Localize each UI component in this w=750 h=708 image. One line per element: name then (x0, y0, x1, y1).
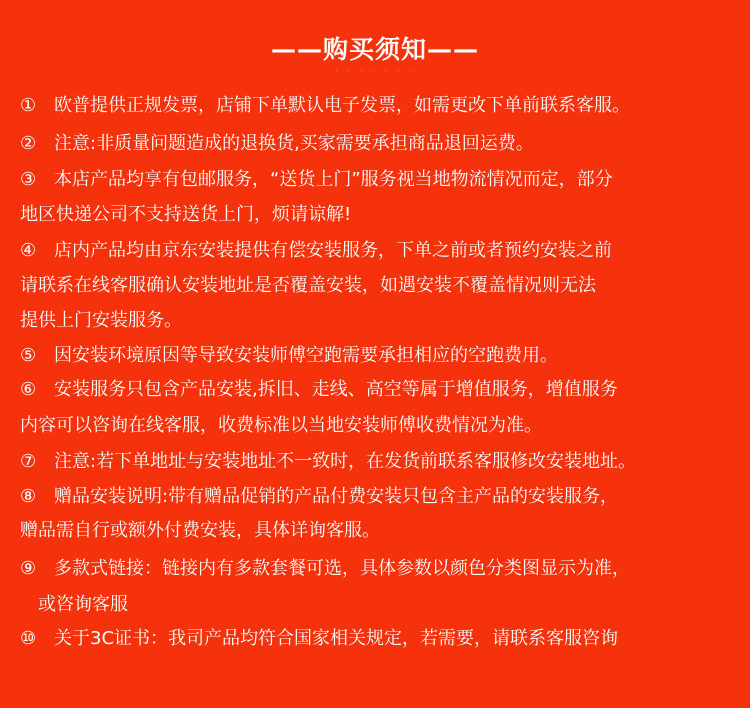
notice-item-4 (20, 240, 612, 262)
item-text: 关于3C证书：我司产品均符合国家相关规定，若需要，请联系客服咨询 (54, 628, 619, 649)
item-number: ④ (20, 240, 37, 261)
notice-item-1 (20, 95, 630, 117)
notice-item-6 (20, 379, 618, 401)
title-underline-watermark: · · · · · · · (334, 66, 416, 77)
item-number: ⑧ (20, 486, 37, 507)
item-text: 本店产品均享有包邮服务，“送货上门”服务视当地物流情况而定，部分 (54, 169, 613, 190)
item-number: ⑨ (20, 558, 37, 579)
item-text: 赠品需自行或额外付费安装，具体详询客服。 (20, 520, 380, 541)
item-text: 多款式链接：链接内有多款套餐可选，具体参数以颜色分类图显示为准， (54, 558, 630, 579)
notice-item-8 (20, 486, 618, 508)
notice-item-4-continuation (20, 275, 596, 297)
notice-item-7 (20, 451, 636, 473)
item-text: 内容可以咨询在线客服，收费标准以当地安装师傅收费情况为准。 (20, 415, 542, 436)
item-text: 注意:非质量问题造成的退换货,买家需要承担商品退回运费。 (54, 133, 534, 154)
item-text: 请联系在线客服确认安装地址是否覆盖安装，如遇安装不覆盖情况则无法 (20, 275, 596, 296)
item-text: 安装服务只包含产品安装,拆旧、走线、高空等属于增值服务，增值服务 (54, 379, 618, 400)
item-text: 店内产品均由京东安装提供有偿安装服务，下单之前或者预约安装之前 (54, 240, 612, 261)
notice-item-2 (20, 133, 534, 155)
notice-item-3 (20, 169, 613, 191)
notice-item-3-continuation (20, 204, 351, 226)
item-number: ⑦ (20, 451, 37, 472)
item-number: ⑩ (20, 628, 37, 649)
item-text: 或咨询客服 (38, 594, 128, 615)
notice-item-10 (20, 628, 618, 650)
item-text: 因安装环境原因等导致安装师傅空跑需要承担相应的空跑费用。 (54, 345, 558, 366)
item-text: 赠品安装说明:带有赠品促销的产品付费安装只包含主产品的安装服务， (54, 486, 619, 507)
item-text: 注意:若下单地址与安装地址不一致时，在发货前联系客服修改安装地址。 (54, 451, 637, 472)
page-title: ——购买须知—— (270, 35, 479, 64)
notice-item-8-continuation (20, 520, 380, 542)
notice-item-9-continuation (38, 594, 128, 616)
item-number: ③ (20, 169, 37, 190)
item-text: 欧普提供正规发票，店铺下单默认电子发票，如需更改下单前联系客服。 (54, 95, 630, 116)
notice-item-5 (20, 345, 558, 367)
notice-item-4-continuation (20, 310, 182, 332)
item-number: ① (20, 95, 37, 116)
item-number: ⑤ (20, 345, 37, 366)
item-number: ⑥ (20, 379, 37, 400)
notice-item-9 (20, 558, 630, 580)
item-text: 提供上门安装服务。 (20, 310, 182, 331)
notice-item-6-continuation (20, 415, 542, 437)
item-text: 地区快递公司不支持送货上门，烦请谅解! (20, 204, 352, 225)
item-number: ② (20, 133, 37, 154)
